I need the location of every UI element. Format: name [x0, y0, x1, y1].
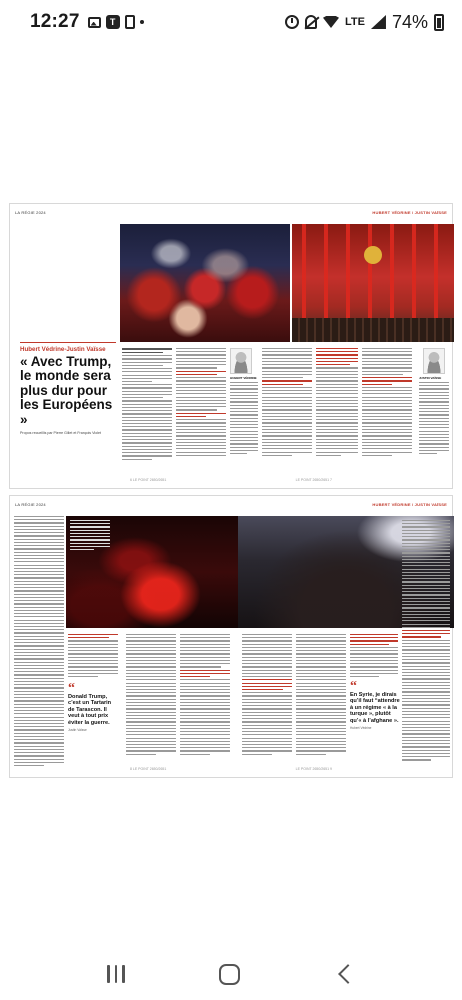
emblem-icon [364, 246, 382, 264]
home-button[interactable] [219, 964, 240, 985]
pull-quote-left-text: Donald Trump, c’est un Tartarin de Tarascon. Il veut à tout prix éviter la guerre. [68, 694, 112, 726]
pull-quote-right-text: En Syrie, je dirais qu’il faut “attendre à un régime « à la turque », plutôt qu’« à l’afghane ». [350, 692, 400, 724]
body-column-4 [362, 348, 412, 458]
gallery-icon [88, 17, 101, 28]
party-congress-photo [292, 224, 454, 342]
running-head-right: HUBERT VÉDRINE / JUSTIN VAÏSSE [372, 210, 447, 215]
body-column-7 [180, 634, 230, 757]
portrait-caption-right: JUSTIN VAÏSSE [419, 376, 449, 456]
system-icons [285, 12, 444, 33]
network-type: LTE [345, 16, 365, 28]
notification-icons [88, 15, 144, 29]
teams-icon: T [106, 15, 120, 29]
magazine-spread-top[interactable] [9, 203, 453, 489]
recents-button[interactable] [107, 965, 125, 983]
clock: 12:27 [30, 11, 80, 32]
mute-icon [305, 15, 317, 29]
body-column-1 [122, 348, 172, 462]
running-head-right: HUBERT VÉDRINE / JUSTIN VAÏSSE [372, 502, 447, 507]
body-column-5 [68, 634, 118, 679]
portrait-vaisse [423, 348, 445, 374]
page-folio-right: LE POINT 2650/2651 7 [295, 478, 332, 482]
soldiers-red-light-photo [66, 516, 238, 628]
status-bar [0, 0, 462, 44]
dot-icon [140, 20, 144, 24]
body-column-11 [402, 520, 450, 763]
running-head-left: LA RÉGIE 2024 [15, 210, 46, 215]
back-button[interactable] [338, 964, 358, 984]
title-rule [20, 342, 116, 343]
battery-level: 74% [391, 11, 428, 32]
page-folio-right: LE POINT 2650/2651 9 [295, 767, 332, 771]
body-column-9 [296, 634, 346, 757]
article-title: « Avec Trump, le monde sera plus dur pour les Européens » [20, 353, 113, 427]
sidebar-quote-column [316, 348, 358, 458]
headline-block [20, 346, 116, 436]
quote-mark-icon: “ [68, 681, 75, 696]
pull-quote-left [68, 681, 118, 733]
wifi-icon [323, 16, 339, 28]
body-column-2 [176, 348, 226, 458]
portrait-caption-left: HUBERT VÉDRINE [230, 376, 258, 456]
signal-icon [371, 15, 386, 29]
body-column-3 [262, 348, 312, 458]
rally-photo [120, 224, 290, 342]
portrait-vedrine [230, 348, 252, 374]
pull-quote-right-author: Hubert Védrine [350, 726, 372, 731]
congress-desk [292, 318, 454, 342]
pull-quote-right [350, 679, 400, 731]
body-column-6 [126, 634, 176, 757]
battery-icon [434, 14, 444, 31]
photo-caption-left [70, 520, 110, 552]
alarm-icon [285, 15, 299, 29]
pull-quote-left-author: Justin Vaïsse [68, 728, 87, 733]
continued-column-1 [14, 516, 64, 768]
page-folio-left: 8 LE POINT 2650/2651 [130, 767, 167, 771]
navigation-bar [0, 948, 462, 1000]
phone-icon [125, 15, 135, 29]
running-head-left: LA RÉGIE 2024 [15, 502, 46, 507]
quote-mark-icon: “ [350, 679, 357, 694]
page-folio-left: 6 LE POINT 2650/2651 [130, 478, 167, 482]
body-column-10 [350, 634, 398, 679]
body-column-8 [242, 634, 292, 757]
magazine-spread-bottom[interactable] [9, 495, 453, 778]
byline: Propos recueillis par Pierre Gillet et François Violet [20, 431, 102, 436]
kicker: Hubert Védrine-Justin Vaïsse [20, 346, 106, 353]
